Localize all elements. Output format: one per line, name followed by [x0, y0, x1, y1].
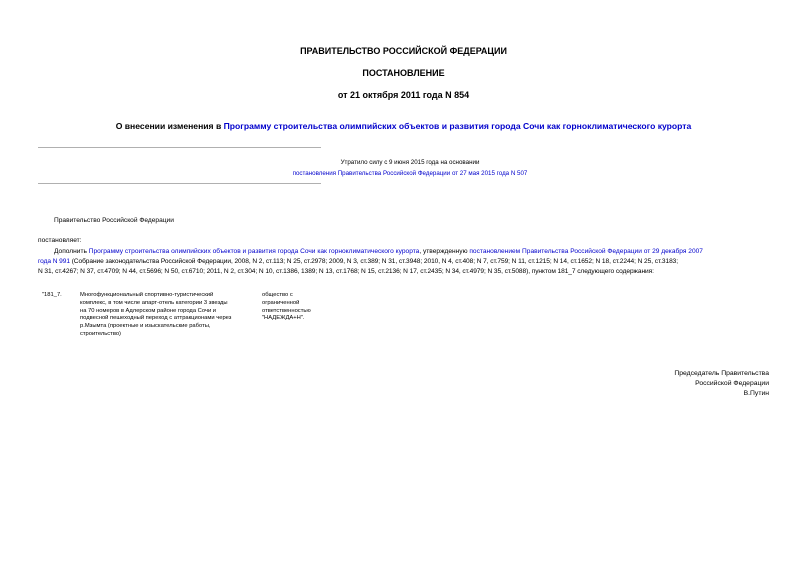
item-description — [80, 292, 260, 339]
org-name: ПРАВИТЕЛЬСТВО РОССИЙСКОЙ ФЕДЕРАЦИИ — [300, 46, 507, 56]
item-description-line: р.Мзымта (проектные и изыскательские работы, — [80, 323, 211, 330]
status-repeal-link[interactable]: постановления Правительства Российской Федерации от 27 мая 2015 года N 507 — [292, 170, 528, 177]
p1-start: Дополнить — [54, 248, 89, 255]
status-bottom-divider — [38, 183, 321, 184]
resolution-link[interactable]: постановлением Правительства Российской Федерации от 29 декабря 2007 — [469, 248, 703, 255]
status-top-divider — [38, 147, 321, 148]
item-description-line: Многофункциональный спортивно-туристический — [80, 292, 214, 298]
doc-date-number: от 21 октября 2011 года N 854 — [337, 90, 470, 100]
p1-line2-rest: (Собрание законодательства Российской Федерации, 2008, N 2, ст.113; N 25, ст.2978; 2009, N 3, ст.389; N 31, ст.3948; 2010, N 4, ст.408; N 7, ст.759; N 11, ст.1215; N 14, ст.1652; N 18, ст.2244; N 25, ст.3183; — [69, 258, 679, 265]
paragraph-line-2 — [38, 257, 678, 267]
item-description-line: на 70 номеров в Адлерском районе города Сочи и — [80, 307, 217, 314]
signature-name: В.Путин — [743, 390, 769, 397]
item-description-line: подвесной пешеходный переход с аттракционами через — [80, 315, 232, 322]
doc-type: ПОСТАНОВЛЕНИЕ — [362, 68, 445, 78]
title-program-link[interactable]: Программу строительства олимпийских объектов и развития города Сочи как горноклиматического курорта — [223, 121, 692, 131]
issuer: Правительство Российской Федерации — [54, 217, 174, 224]
p1-mid: , утвержденную — [419, 248, 470, 255]
resolution-link-cont[interactable]: года N 991 — [38, 258, 70, 265]
item-owner-line: ограниченной — [262, 299, 300, 306]
doc-title — [0, 121, 807, 131]
title-prefix: О внесении изменения в — [115, 121, 224, 131]
item-description-line: комплекс, в том числе апарт-отель категории 3 звезды — [80, 299, 228, 306]
decides: постановляет: — [38, 237, 82, 244]
item-owner-line: общество с — [262, 292, 293, 298]
paragraph-line-3: N 31, ст.4267; N 37, ст.4709; N 44, ст.5696; N 50, ст.6710; 2011, N 2, ст.304; N 10, ст.1386, 1389; N 13, ст.1768; N 15, ст.2136; N 17, ст.2435; N 34, ст.4979; N 35, ст.5088), пунктом 181_7 следующего содержания: — [38, 268, 654, 275]
program-link[interactable]: Программу строительства олимпийских объектов и развития города Сочи как горноклиматического курорта — [88, 248, 420, 255]
signature-org: Российской Федерации — [695, 380, 769, 387]
signature-position: Председатель Правительства — [674, 370, 769, 377]
item-description-line: строительство) — [80, 330, 121, 337]
status-line: Утратило силу с 9 июня 2015 года на основании — [340, 159, 480, 166]
item-owner-line: ответственностью — [262, 307, 311, 314]
item-owner-line: "НАДЕЖДА+Н". — [262, 315, 305, 322]
item-owner — [262, 292, 342, 323]
signature-block — [569, 369, 769, 399]
item-number: "181_7. — [42, 292, 62, 298]
paragraph-line-1 — [54, 247, 703, 257]
